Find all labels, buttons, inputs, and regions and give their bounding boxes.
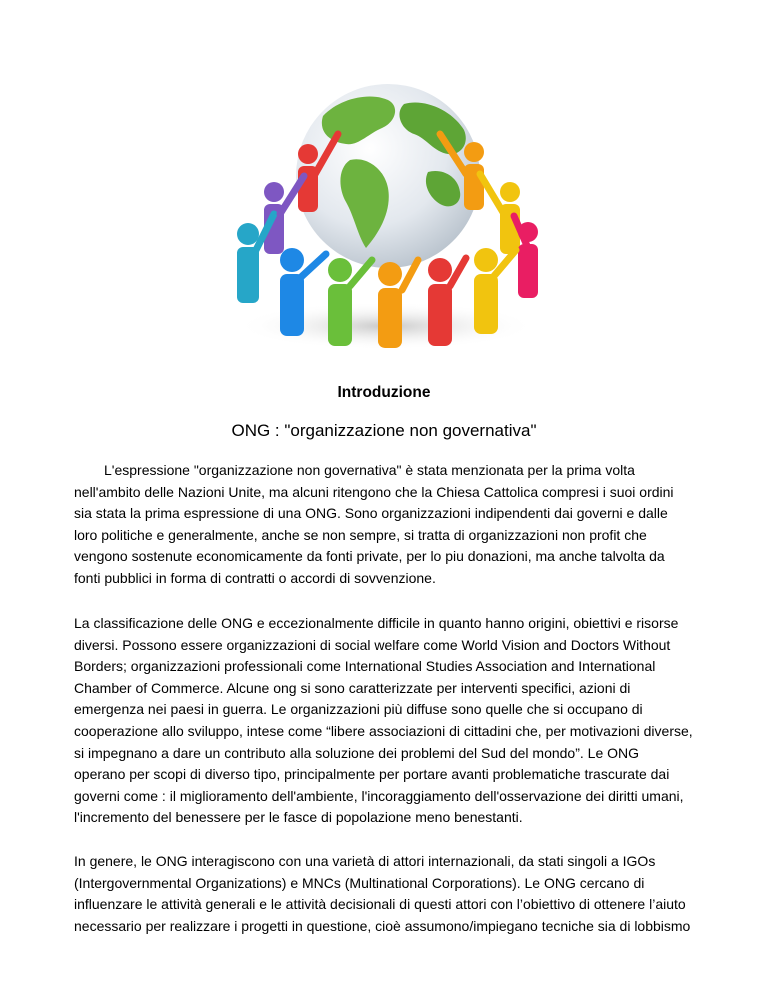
page-subtitle: ONG : "organizzazione non governativa" (231, 421, 537, 440)
page-title: Introduzione (337, 384, 431, 401)
paragraph-1: L'espressione "organizzazione non governativa" è stata menzionata per la prima volta nell'ambito delle Nazioni Unite, ma alcuni ritengono che la Chiesa Cattolica compresi i suoi ordini sia stata la prima espressione di una ONG. Sono organizzazioni indipendenti dai governi e dalle loro politiche e generalmente, anche se non sempre, si tratta di organizzazioni non profit che vengono sostenute economicamente da fonti private, per lo piu donazioni, ma anche talvolta da fonti pubblici in forma di contratti o accordi di sovvenzione. (74, 462, 674, 586)
paragraph-2: La classificazione delle ONG e eccezionalmente difficile in quanto hanno origini, obiettivi e risorse diversi. Possono essere organizzazioni di social welfare come World Vision and Doctors Without Borders; organizzazioni professionali come International Studies Association and International Chamber of Commerce. Alcune ong si sono caratterizzate per interventi specifici, azioni di emergenza nei paesi in guerra. Le organizzazioni più diffuse sono quelle che si occupano di cooperazione allo sviluppo, intese come “libere associazioni di cittadini che, per motivazioni diverse, si impegnano a dare un contributo alla soluzione dei problemi del Sud del mondo”. Le ONG operano per scopi di diverso tipo, principalmente per portare avanti problematiche trascurate dai governi come : il miglioramento dell'ambiente, l'incoraggiamento dell'osservazione dei diritti umani, l'incremento del benessere per le fasce di popolazione meno benestanti. (74, 615, 693, 826)
globe-with-people-holding-hands-icon (228, 64, 544, 354)
paragraph-3: In genere, le ONG interagiscono con una varietà di attori internazionali, da stati singoli a IGOs (Intergovernmental Organizations) e MNCs (Multinational Corporations). Le ONG cercano di influenzare le attività generali e le attività decisionali di questi attori con l’obiettivo di ottenere l’aiuto necessario per realizzare i progetti in questione, cioè assumono/impiegano tecniche sia di lobbismo (74, 853, 691, 934)
